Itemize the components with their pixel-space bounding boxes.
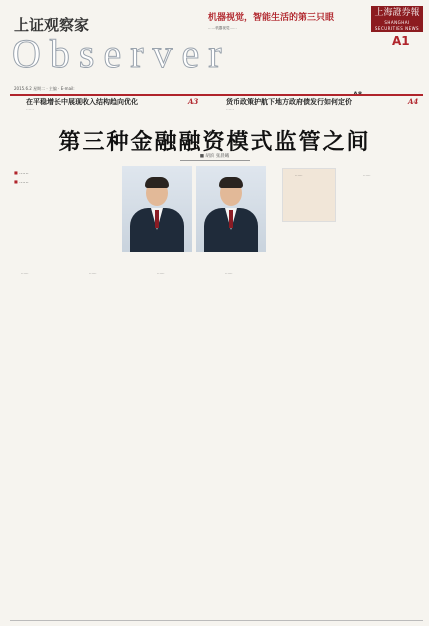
nav-item-bonds[interactable]: 货币政策护航下地方政府债发行如何定价: [226, 98, 352, 106]
article-byline: ■ 胡滨 张晨曦: [199, 154, 230, 159]
summary-point: ■ ……: [14, 170, 118, 177]
article-summary: [14, 170, 118, 280]
nav-sub-income: ……: [26, 106, 34, 111]
masthead-rule: [10, 94, 423, 96]
newspaper-logo: [371, 6, 423, 32]
logo-text-cn: 上海證券報: [374, 8, 420, 18]
text-column: [356, 172, 420, 620]
paragraph: ……: [363, 172, 371, 177]
footer-rule: [10, 620, 423, 621]
text-column: [14, 270, 78, 620]
article-headline: 第三种金融融资模式监管之间: [58, 130, 371, 155]
logo-text-en: SHANGHAI SECURITIES NEWS: [374, 20, 420, 31]
text-column: [82, 270, 146, 620]
cross-reference-strip: [10, 97, 423, 114]
paragraph: ……: [295, 172, 303, 177]
paragraph: ……: [157, 270, 165, 275]
author-photo-1: [122, 166, 192, 252]
column-name-cn: 上证观察家: [14, 16, 90, 34]
paragraph: ……: [89, 270, 97, 275]
text-column: [218, 270, 282, 620]
byline-divider: [180, 160, 250, 161]
author-photo-2: [196, 166, 266, 252]
nav-page-a4: A4: [408, 97, 419, 106]
paragraph: ……: [21, 270, 29, 275]
text-column: [288, 172, 352, 620]
nav-item-income[interactable]: 在平稳增长中展现收入结构趋向优化: [26, 98, 138, 106]
column-name-en: Observer: [12, 31, 231, 76]
teaser-body: ……机器视觉……: [208, 26, 237, 30]
nav-sub-bonds: ……: [226, 106, 234, 111]
paragraph: ……: [225, 270, 233, 275]
summary-point: ■ ……: [14, 179, 118, 186]
teaser-title: 机器视觉，智能生活的第三只眼: [208, 13, 335, 23]
nav-page-a3: A3: [188, 97, 199, 106]
page-number: A1: [392, 34, 410, 48]
feature-teaser[interactable]: [208, 10, 362, 98]
issue-info: 2015.6.2 星期二 · 主编 · E-mail:: [14, 86, 75, 91]
text-column: [150, 270, 214, 620]
